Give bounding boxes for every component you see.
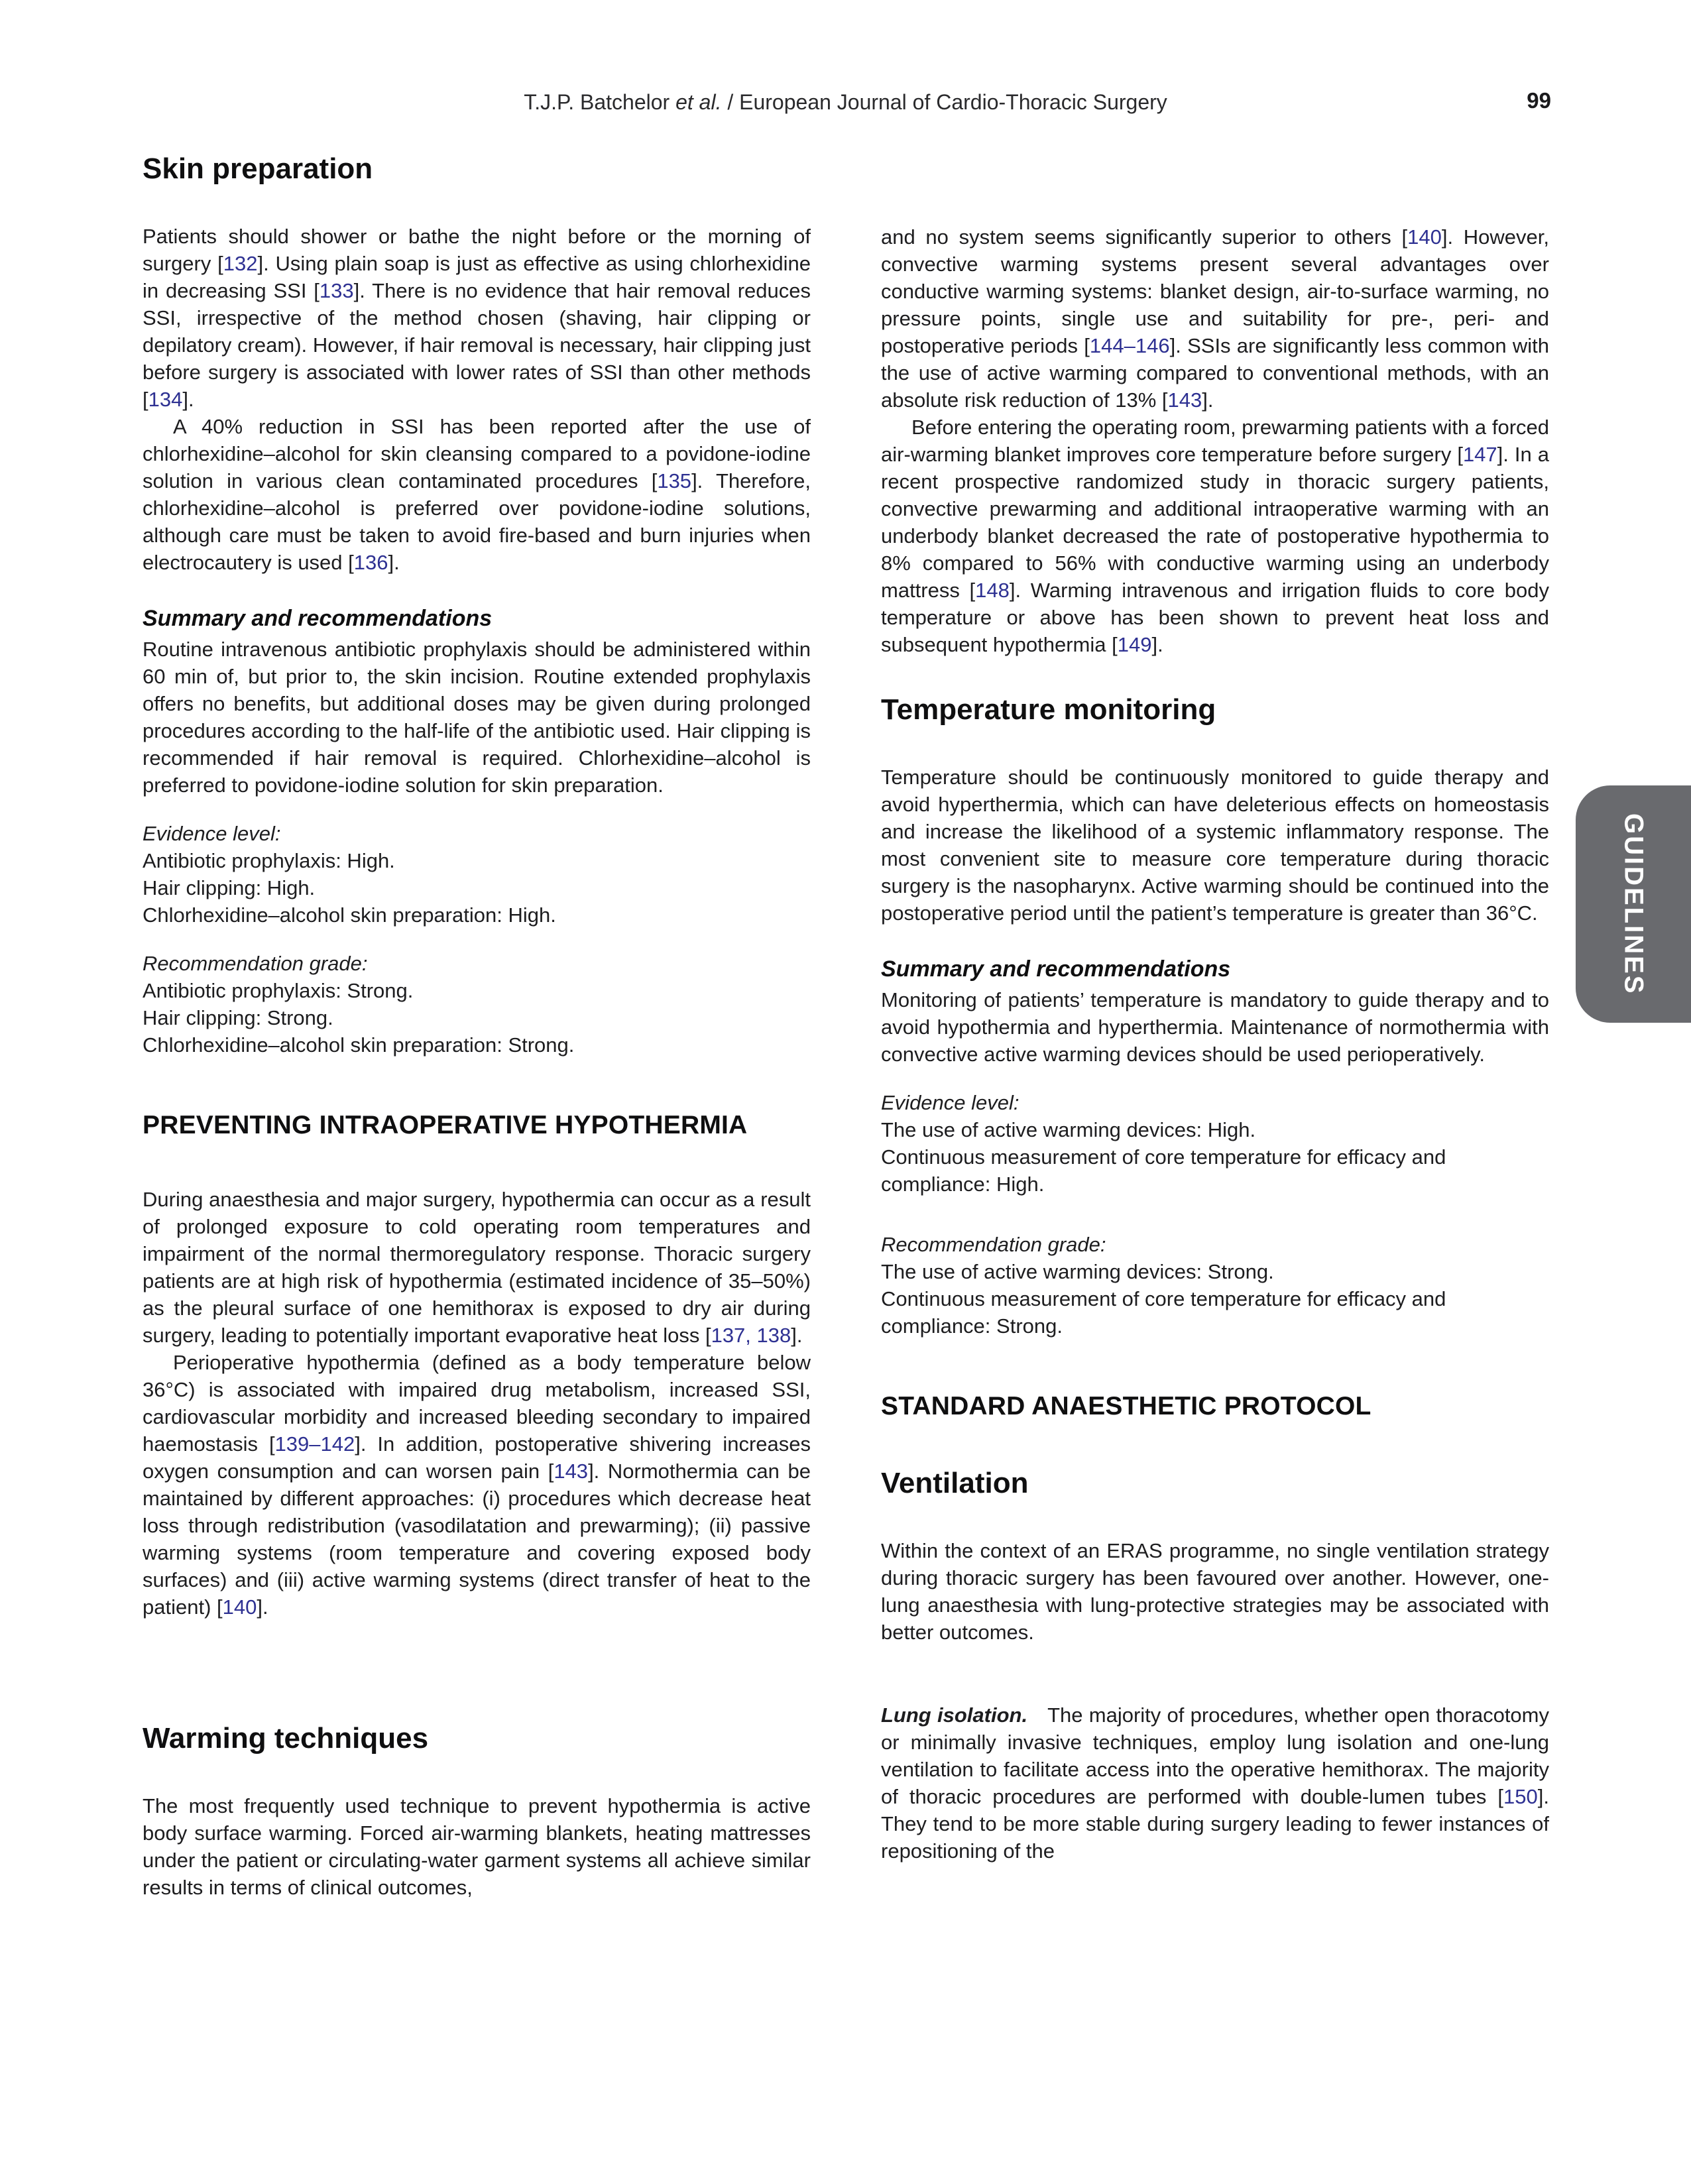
subsection-heading: Skin preparation <box>143 152 373 185</box>
subsection-heading: Warming techniques <box>143 1722 429 1754</box>
grade-list <box>143 950 811 1059</box>
list-line: The use of active warming devices: High. <box>881 1118 1256 1141</box>
paragraph: The most frequently used technique to prevent hypothermia is active body surface warming. Forced air-warming blankets, heating mattresses under the patient or circulating-water garment systems all achieve similar results in terms of clinical outcomes, <box>143 1794 811 1899</box>
citation-link[interactable]: 136 <box>353 551 388 574</box>
grade-list <box>881 1231 1549 1340</box>
paragraph: and no system seems significantly superior to others [140]. However, convective warming systems present several advantages over conductive warming systems: blanket design, air-to-surface warming, no pressure points, single use and suitability for pre-, peri- and postoperative periods [144–146]. SSIs are significantly less common with the use of active warming compared to conventional methods, with an absolute risk reduction of 13% [143]. <box>881 225 1550 412</box>
running-head-authors: T.J.P. Batchelor <box>524 90 676 114</box>
run-in-heading: Lung isolation. <box>881 1703 1028 1727</box>
citation-link[interactable]: 147 <box>1462 443 1497 466</box>
paragraph: Within the context of an ERAS programme, no single ventilation strategy during thoracic surgery has been favoured over another. However, one-lung anaesthesia with lung-protective strategies may be associated with better outcomes. <box>881 1539 1549 1644</box>
subsection-heading: Temperature monitoring <box>881 693 1216 726</box>
list-line: The use of active warming devices: Strong. <box>881 1260 1274 1283</box>
paragraph: Temperature should be continuously monitored to guide therapy and avoid hyperthermia, which can have deleterious effects on homeostasis and increase the likelihood of a systemic inflammatory response. The most convenient site to measure core temperature during thoracic surgery is the nasopharynx. Active warming should be continued into the postoperative period until the patient’s temperature is greater than 36°C. <box>881 766 1549 925</box>
paragraph: Perioperative hypothermia (defined as a body temperature below 36°C) is associated with impaired drug metabolism, increased SSI, cardiovascular morbidity and increased bleeding secondary to impaired haemostasis [139–142]. In addition, postoperative shivering increases oxygen consumption and can worsen pain [143]. Normothermia can be maintained by different approaches: (i) procedures which decrease heat loss through redistribution (vasodilatation and prewarming); (ii) passive warming systems (room temperature and covering exposed body surfaces) and (iii) active warming systems (direct transfer of heat to the patient) [140]. <box>143 1351 811 1619</box>
list-line: Chlorhexidine–alcohol skin preparation: Strong. <box>143 1033 575 1057</box>
list-label: Recommendation grade: <box>143 952 368 975</box>
list-line: Antibiotic prophylaxis: Strong. <box>143 979 414 1002</box>
running-head <box>0 90 1691 115</box>
guidelines-side-tab <box>1576 785 1691 1023</box>
paragraph: Before entering the operating room, prewarming patients with a forced air-warming blanket improves core temperature before surgery [147]. In a recent prospective randomized study in thoracic surgery patients, convective prewarming and additional intraoperative warming with an underbody blanket decreased the rate of postoperative hypothermia to 8% compared to 56% with conductive warming using an underbody mattress [148]. Warming intravenous and irrigation fluids to core body temperature or above has been shown to prevent heat loss and subsequent hypothermia [149]. <box>881 416 1549 656</box>
section-heading: PREVENTING INTRAOPERATIVE HYPOTHERMIA <box>143 1111 748 1139</box>
citation-link[interactable]: 133 <box>319 279 354 302</box>
citation-link[interactable]: 132 <box>223 252 258 275</box>
running-head-journal: / European Journal of Cardio-Thoracic Surgery <box>721 90 1167 114</box>
citation-link[interactable]: 135 <box>657 469 692 492</box>
citation-link[interactable]: 143 <box>1167 388 1202 412</box>
guidelines-side-tab-label: GUIDELINES <box>1619 813 1649 996</box>
list-line: Antibiotic prophylaxis: High. <box>143 849 395 872</box>
citation-link[interactable]: 148 <box>975 579 1010 602</box>
summary-heading: Summary and recommendations <box>881 956 1231 982</box>
list-label: Recommendation grade: <box>881 1233 1106 1256</box>
list-label: Evidence level: <box>143 822 281 845</box>
citation-link[interactable]: 139–142 <box>274 1432 355 1456</box>
grade-list <box>881 1089 1549 1198</box>
section-heading: STANDARD ANAESTHETIC PROTOCOL <box>881 1392 1371 1420</box>
running-head-etal: et al. <box>675 90 722 114</box>
citation-link[interactable]: 149 <box>1117 633 1152 656</box>
citation-link[interactable]: 140 <box>222 1595 257 1619</box>
right-column <box>881 223 1549 1865</box>
citation-link[interactable]: 134 <box>148 388 183 411</box>
citation-link[interactable]: 144–146 <box>1089 334 1170 357</box>
citation-link[interactable]: 150 <box>1503 1785 1538 1808</box>
list-line: Continuous measurement of core temperature for efficacy and compliance: Strong. <box>881 1287 1446 1338</box>
paragraph: Patients should shower or bathe the night before or the morning of surgery [132]. Using plain soap is just as effective as using chlorhexidine in decreasing SSI [133]. There is no evidence that hair removal reduces SSI, irrespective of the method chosen (shaving, hair clipping or depilatory cream). However, if hair removal is necessary, hair clipping just before surgery is associated with lower rates of SSI than other methods [134]. <box>143 225 811 411</box>
page-number: 99 <box>1527 88 1551 113</box>
list-line: Hair clipping: Strong. <box>143 1006 333 1029</box>
subsection-heading: Ventilation <box>881 1467 1029 1499</box>
paragraph: During anaesthesia and major surgery, hypothermia can occur as a result of prolonged exposure to cold operating room temperatures and impairment of the normal thermoregulatory response. Thoracic surgery patients are at high risk of hypothermia (estimated incidence of 35–50%) as the pleural surface of one hemithorax is exposed to dry air during surgery, leading to potentially important evaporative heat loss [137, 138]. <box>143 1188 811 1347</box>
citation-link[interactable]: 140 <box>1407 225 1442 249</box>
summary-heading: Summary and recommendations <box>143 606 493 631</box>
paragraph: Routine intravenous antibiotic prophylaxis should be administered within 60 min of, but prior to, the skin incision. Routine extended prophylaxis offers no benefits, but additional doses may be given during prolonged procedures according to the half-life of the antibiotic used. Hair clipping is recommended if hair removal is required. Chlorhexidine–alcohol is preferred to povidone-iodine solution for skin preparation. <box>143 638 811 797</box>
list-line: Chlorhexidine–alcohol skin preparation: High. <box>143 903 556 927</box>
list-line: Hair clipping: High. <box>143 876 316 899</box>
paragraph: A 40% reduction in SSI has been reported after the use of chlorhexidine–alcohol for skin cleansing compared to a povidone-iodine solution in various clean contaminated procedures [135]. Therefore, chlorhexidine–alcohol is preferred over povidone-iodine solutions, although care must be taken to avoid fire-based and burn injuries when electrocautery is used [136]. <box>143 415 811 574</box>
citation-link[interactable]: 143 <box>554 1460 589 1483</box>
citation-link[interactable]: 137, 138 <box>711 1324 791 1347</box>
grade-list <box>143 820 811 929</box>
paragraph: Lung isolation. The majority of procedures, whether open thoracotomy or minimally invasive techniques, employ lung isolation and one-lung ventilation to facilitate access into the operative hemithorax. The majority of thoracic procedures are performed with double-lumen tubes [150]. They tend to be more stable during surgery leading to fewer instances of repositioning of the <box>881 1703 1549 1863</box>
list-label: Evidence level: <box>881 1091 1020 1114</box>
left-column <box>143 152 811 1901</box>
list-line: Continuous measurement of core temperature for efficacy and compliance: High. <box>881 1145 1446 1196</box>
paragraph: Monitoring of patients’ temperature is mandatory to guide therapy and to avoid hypothermia and hyperthermia. Maintenance of normothermia with convective active warming devices should be used perioperatively. <box>881 988 1549 1066</box>
